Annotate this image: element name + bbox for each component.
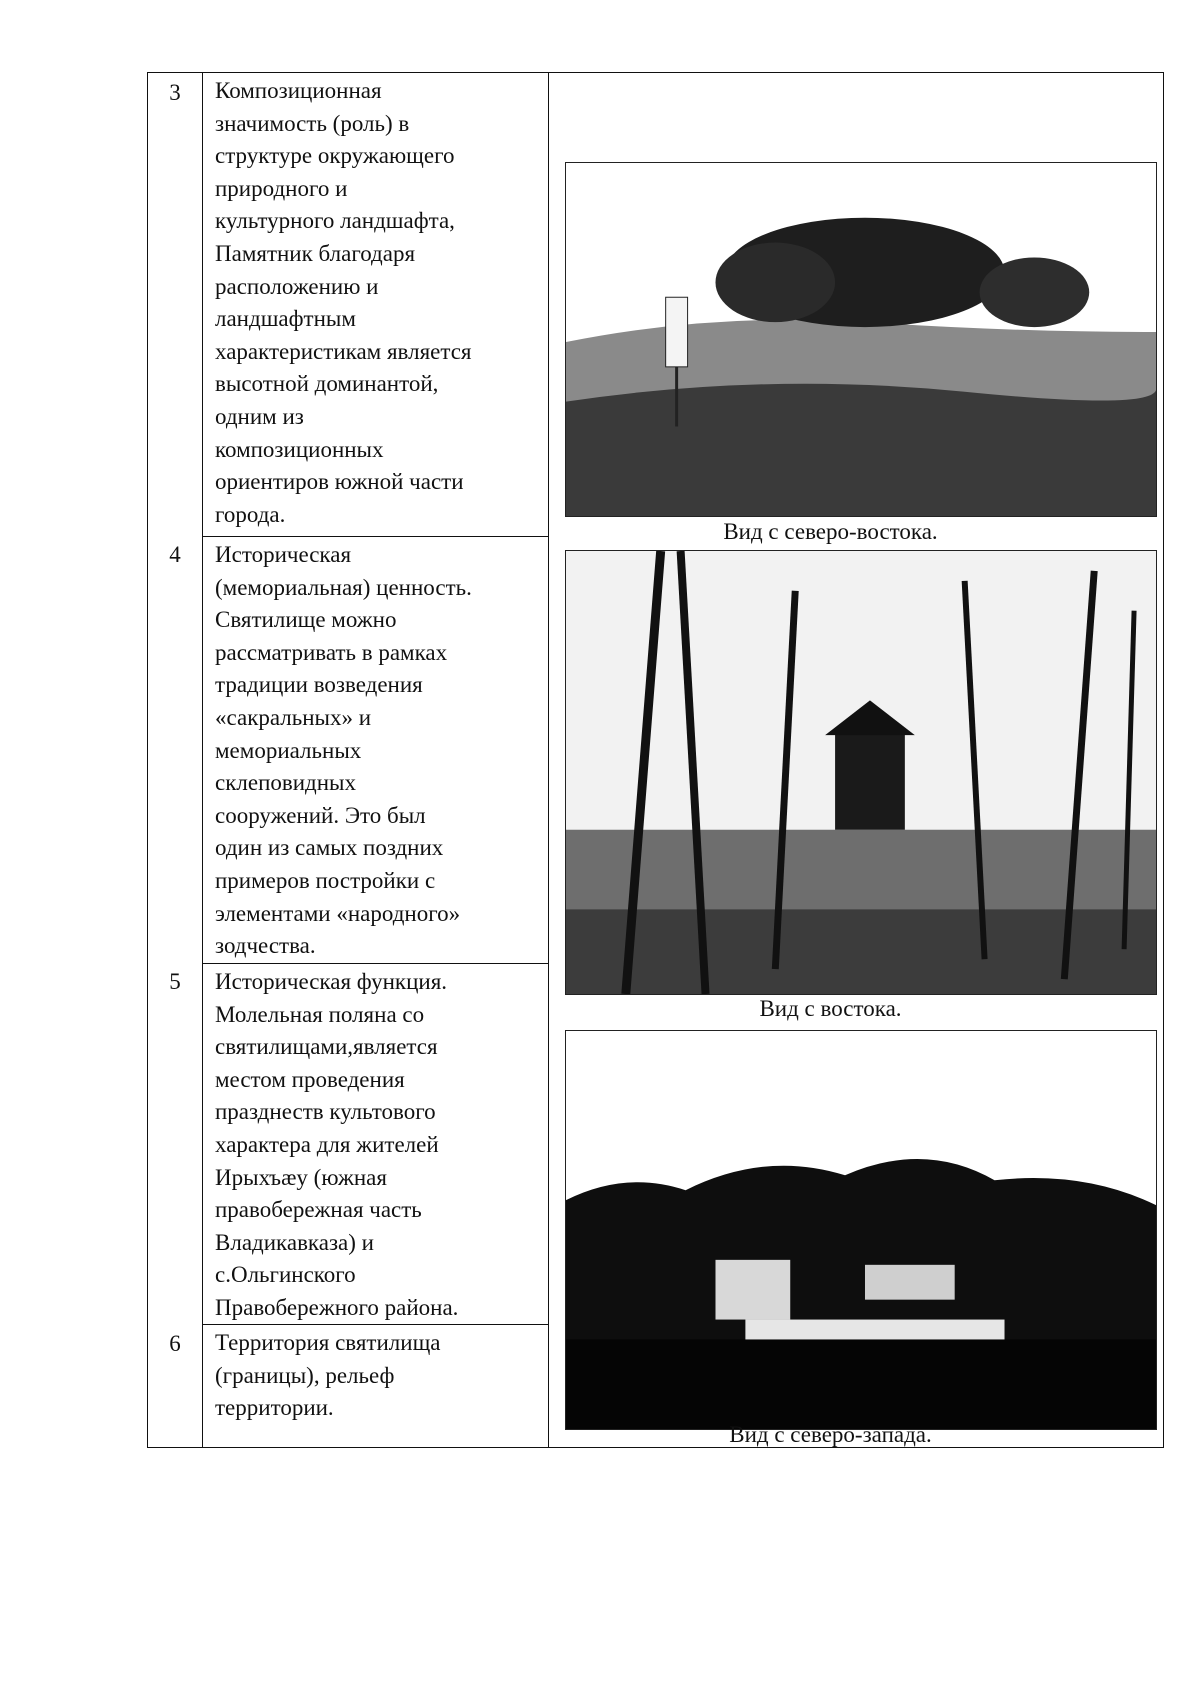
row-description: Историческая (мемориальная) ценность. Святилище можно рассматривать в рамках традиции возведения «сакральных» и мемориальных склеповидных сооружений. Это был один из самых поздних примеров постройки с элементами «народного» зодчества.: [215, 542, 472, 959]
photo-caption: Вид с востока.: [759, 996, 902, 1021]
row-number: 4: [169, 542, 181, 567]
photo-northwest-view: [565, 1030, 1157, 1430]
photo-northeast-view: [565, 162, 1157, 517]
photo-east-view: [565, 550, 1157, 995]
row-divider: [202, 963, 548, 964]
row-description: Композиционная значимость (роль) в структуре окружающего природного и культурного ландшафта, Памятник благодаря расположению и ландшафтным характеристикам является высотной доминантой, одним из композиционных ориентиров южной части города.: [215, 78, 472, 527]
row-number: 3: [169, 80, 181, 105]
row-number: 6: [169, 1331, 181, 1356]
row-description: Территория святилища (границы), рельеф территории.: [215, 1330, 441, 1421]
row-description: Историческая функция. Молельная поляна со святилищами,является местом проведения празднеств культового характера для жителей Ирыхъæу (южная правобережная часть Владикавказа) и с.Ольгинского Правобережного района.: [215, 969, 459, 1320]
photo-caption: Вид с северо-востока.: [723, 519, 938, 544]
monument-table: [147, 72, 1164, 1448]
row-number: 5: [169, 969, 181, 994]
column-divider: [202, 73, 203, 1447]
column-divider: [548, 73, 549, 1447]
photo-caption: Вид с северо-запада.: [729, 1422, 932, 1447]
